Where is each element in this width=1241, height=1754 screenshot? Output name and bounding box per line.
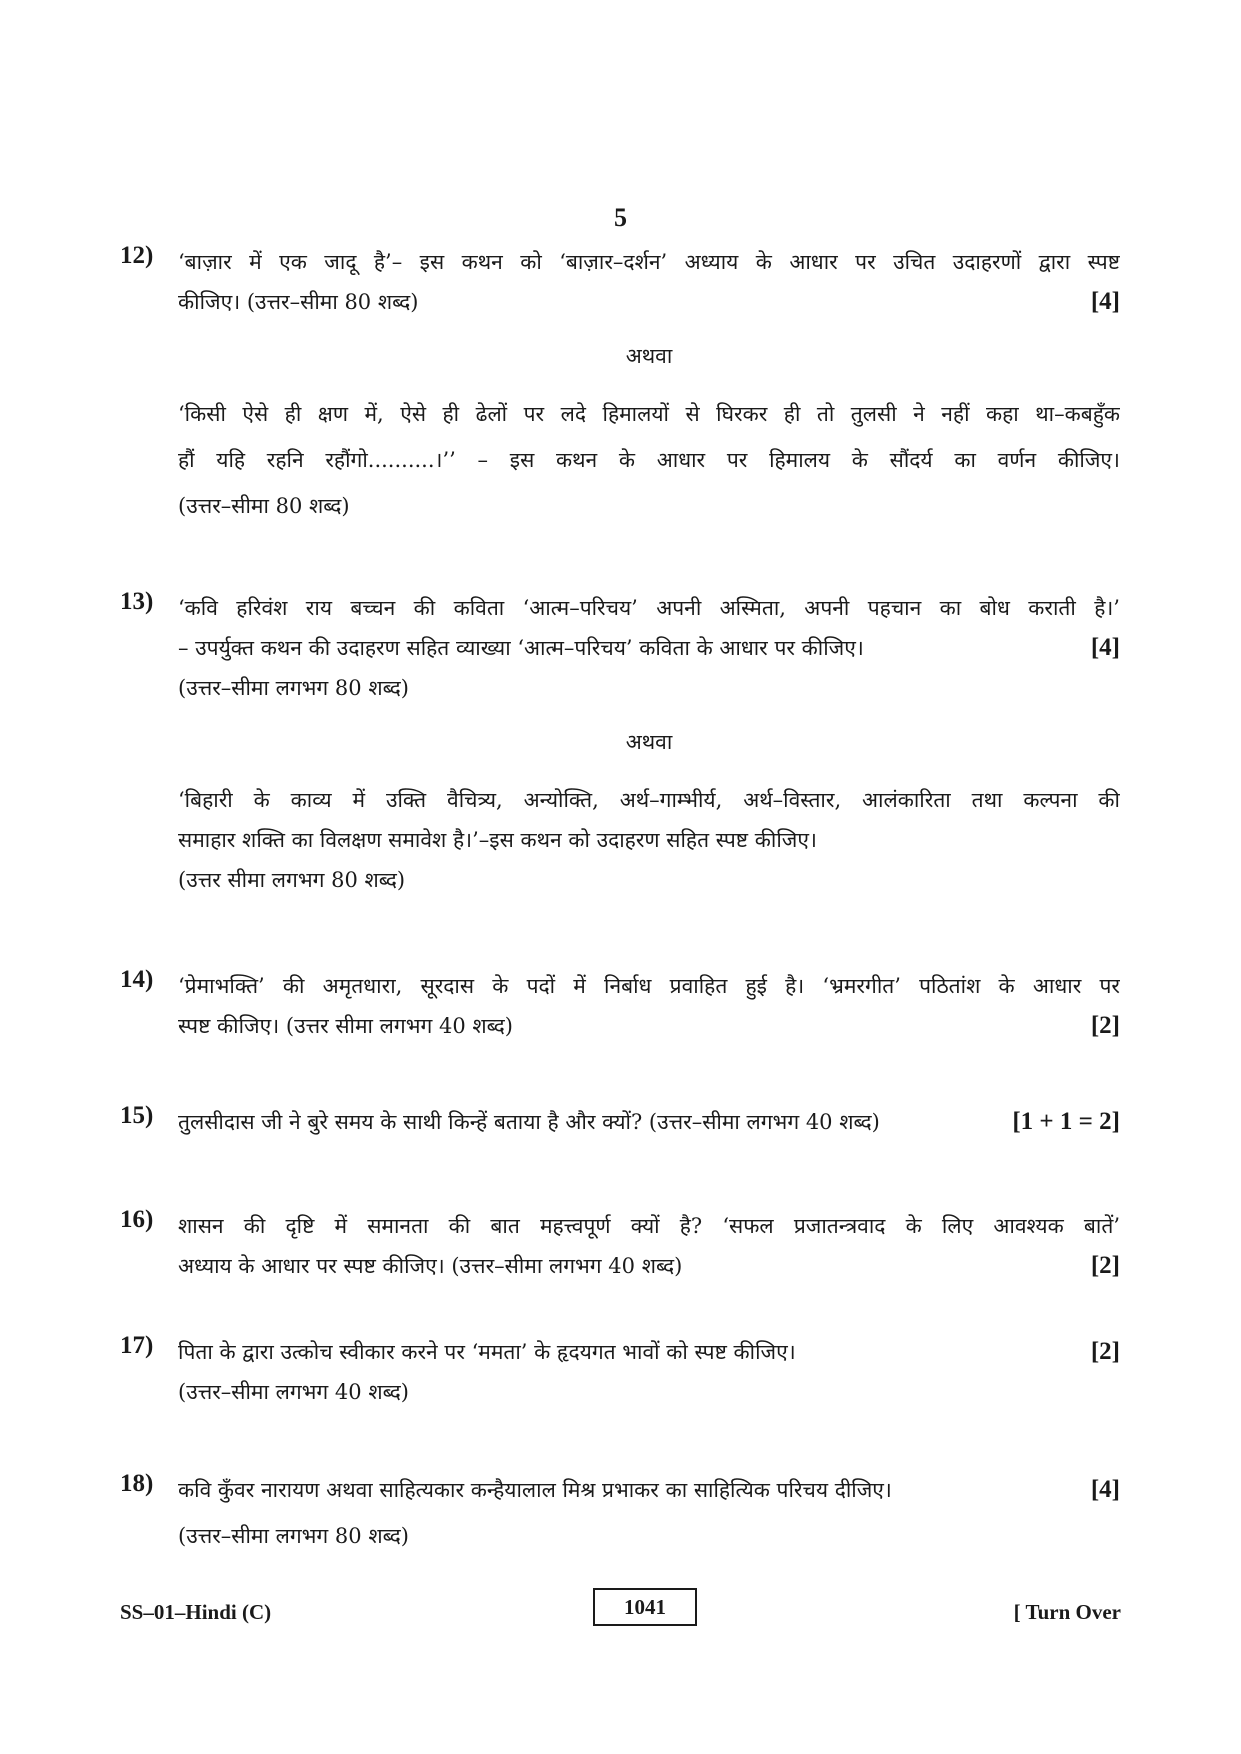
question-text: शासन की दृष्टि में समानता की बात महत्त्वपूर्ण क्यों है? ‘सफल प्रजातन्त्रवाद के लिए आवश्यक बातें’: [178, 1214, 1120, 1238]
question-15: [120, 1102, 1120, 1142]
question-14: [120, 966, 1120, 1046]
word-limit: (उत्तर–सीमा लगभग 80 शब्द): [178, 676, 409, 700]
question-number: 17): [120, 1332, 154, 1359]
question-text-segment: कवि कुँवर नारायण अथवा साहित्यकार कन्हैयालाल मिश्र प्रभाकर का साहित्यिक परिचय दीजिए।: [178, 1478, 892, 1502]
question-13: [120, 588, 1120, 900]
marks-label: [2]: [1090, 1012, 1120, 1039]
question-17: [120, 1332, 1120, 1412]
alternative-question-text: समाहार शक्ति का विलक्षण समावेश है।’–इस कथन को उदाहरण सहित स्पष्ट कीजिए।: [178, 828, 817, 852]
question-text: [120, 1470, 1120, 1510]
marks-label: [4]: [1090, 1476, 1120, 1503]
question-text: [120, 282, 1120, 322]
question-text-segment: पिता के द्वारा उत्कोच स्वीकार करने पर ‘ममता’ के हृदयगत भावों को स्पष्ट कीजिए।: [178, 1340, 796, 1364]
question-text: [120, 1102, 1120, 1142]
or-label: अथवा: [625, 344, 673, 368]
question-text-segment: – उपर्युक्त कथन की उदाहरण सहित व्याख्या ‘आत्म–परिचय’ कविता के आधार पर कीजिए।: [178, 636, 864, 660]
question-12: [120, 242, 1120, 526]
word-limit: (उत्तर–सीमा 80 शब्द): [178, 494, 350, 518]
question-16: [120, 1206, 1120, 1286]
alternative-question-text: हौं यहि रहनि रहौंगो..........।’’ – इस कथन के आधार पर हिमालय के सौंदर्य का वर्णन कीजिए।: [178, 448, 1120, 472]
marks-label: [4]: [1090, 288, 1120, 315]
question-text-segment: तुलसीदास जी ने बुरे समय के साथी किन्हें बताया है और क्यों? (उत्तर–सीमा लगभग 40 शब्द): [178, 1110, 880, 1134]
question-text: [120, 1332, 1120, 1372]
question-text-segment: स्पष्ट कीजिए। (उत्तर सीमा लगभग 40 शब्द): [178, 1014, 513, 1038]
alternative-question-text: ‘बिहारी के काव्य में उक्ति वैचित्र्य, अन्योक्ति, अर्थ–गाम्भीर्य, अर्थ–विस्तार, आलंकारिता तथा कल्पना की: [178, 788, 1120, 812]
question-text: [120, 628, 1120, 668]
page-number: 5: [614, 203, 627, 232]
question-text: ‘बाज़ार में एक जादू है’– इस कथन को ‘बाज़ार–दर्शन’ अध्याय के आधार पर उचित उदाहरणों द्वारा स्पष्ट: [178, 250, 1120, 274]
question-number: 12): [120, 242, 154, 269]
question-text: ‘प्रेमाभक्ति’ की अमृतधारा, सूरदास के पदों में निर्बाध प्रवाहित हुई है। ‘भ्रमरगीत’ पठितांश के आधार पर: [178, 974, 1120, 998]
question-text: [120, 1006, 1120, 1046]
question-text-segment: कीजिए। (उत्तर–सीमा 80 शब्द): [178, 290, 419, 314]
question-18: [120, 1470, 1120, 1556]
question-number: 14): [120, 966, 154, 993]
question-number: 15): [120, 1102, 154, 1129]
question-text: [120, 1246, 1120, 1286]
word-limit: (उत्तर–सीमा लगभग 80 शब्द): [178, 1524, 409, 1548]
question-text: ‘कवि हरिवंश राय बच्चन की कविता ‘आत्म–परिचय’ अपनी अस्मिता, अपनी पहचान का बोध कराती है।’: [178, 596, 1120, 620]
word-limit: (उत्तर सीमा लगभग 80 शब्द): [178, 868, 406, 892]
page-code-box: 1041: [593, 1588, 697, 1626]
paper-code: SS–01–Hindi (C): [120, 1600, 272, 1624]
marks-label: [2]: [1090, 1252, 1120, 1279]
marks-label: [1 + 1 = 2]: [1012, 1108, 1120, 1135]
marks-label: [2]: [1090, 1338, 1120, 1365]
question-number: 16): [120, 1206, 154, 1233]
marks-label: [4]: [1090, 634, 1120, 661]
word-limit: (उत्तर–सीमा लगभग 40 शब्द): [178, 1380, 409, 1404]
turn-over-label: [ Turn Over: [1013, 1600, 1121, 1624]
alternative-question-text: ‘किसी ऐसे ही क्षण में, ऐसे ही ढेलों पर लदे हिमालयों से घिरकर ही तो तुलसी ने नहीं कहा था–कबहुँक: [178, 402, 1120, 426]
question-number: 18): [120, 1470, 154, 1497]
question-text-segment: अध्याय के आधार पर स्पष्ट कीजिए। (उत्तर–सीमा लगभग 40 शब्द): [178, 1254, 683, 1278]
or-label: अथवा: [625, 730, 673, 754]
question-number: 13): [120, 588, 154, 615]
